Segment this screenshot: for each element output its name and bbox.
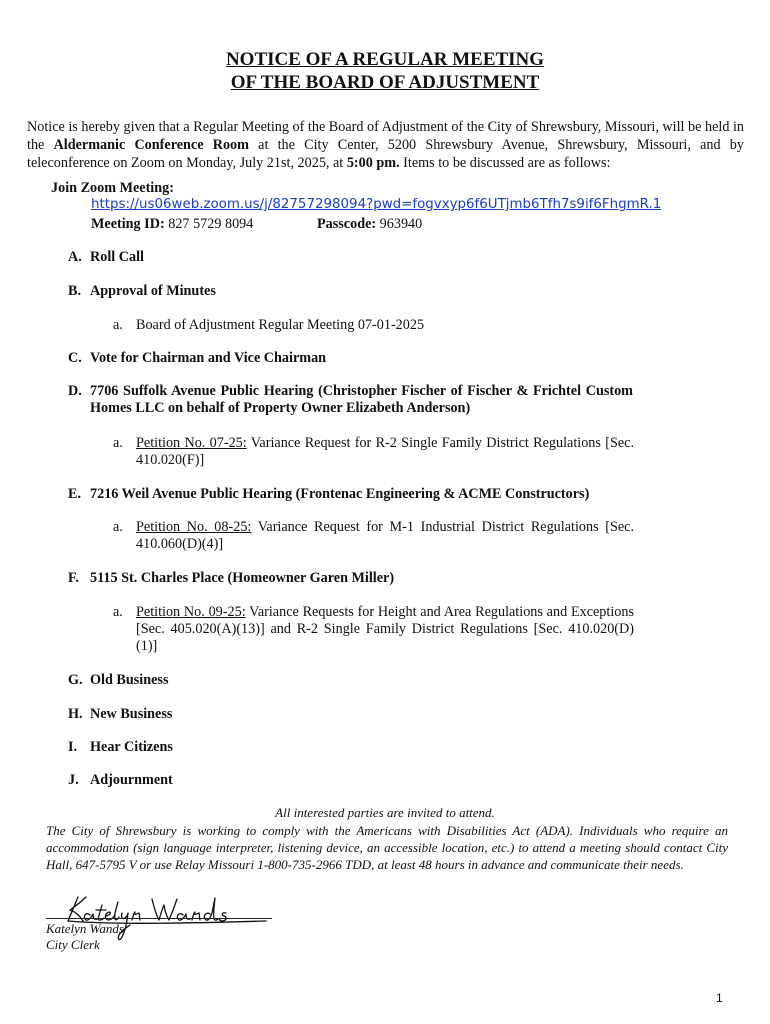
passcode: 963940: [376, 216, 423, 232]
meeting-id: 827 5729 8094: [164, 216, 254, 232]
page-number: 1: [716, 991, 723, 1005]
zoom-heading: Join Zoom Meeting:: [51, 180, 174, 196]
passcode-group: [317, 216, 422, 233]
meeting-id-label: Meeting ID:: [91, 216, 165, 232]
signature-line: [46, 918, 272, 919]
invite-notice: All interested parties are invited to attend.: [275, 805, 495, 820]
page-title-line-2: OF THE BOARD OF ADJUSTMENT: [230, 72, 540, 93]
intro-paragraph: Notice is hereby given that a Regular Meeting of the Board of Adjustment of the City of Shrewsbury, Missouri, will be held in the Aldermanic Conference Room at the City Center, 5200 Shrewsbury Avenue, Shrewsbury, Missouri, and by teleconference on Zoom on Monday, July 21st, 2025, at 5:00 pm. Items to be discussed are as follows:: [27, 119, 744, 171]
zoom-meeting-link[interactable]: https://us06web.zoom.us/j/82757298094?pwd=fogvxyp6f6UTjmb6Tfh7s9if6FhgmR.1: [91, 197, 662, 212]
passcode-label: Passcode:: [317, 216, 377, 232]
petition-09-25: Petition No. 09-25:: [136, 604, 246, 620]
clerk-title: City Clerk: [46, 937, 100, 952]
meeting-credentials: [91, 216, 423, 233]
ada-notice: The City of Shrewsbury is working to comply with the Americans with Disabilities Act (ADA). Individuals who require an accommodation (sign language interpreter, listening device, an accessible location, etc.) to attend a meeting should contact City Hall, 647-5795 V or use Relay Missouri 1-800-735-2966 TDD, at least 48 hours in advance and communicate their needs.: [46, 823, 728, 872]
page-title-line-1: NOTICE OF A REGULAR MEETING: [225, 49, 545, 70]
meeting-time: 5:00 pm.: [346, 155, 400, 171]
meeting-room: Aldermanic Conference Room: [53, 137, 249, 153]
petition-07-25: Petition No. 07-25:: [136, 435, 247, 451]
petition-08-25: Petition No. 08-25:: [136, 519, 252, 535]
clerk-name: Katelyn Wands: [46, 921, 124, 936]
